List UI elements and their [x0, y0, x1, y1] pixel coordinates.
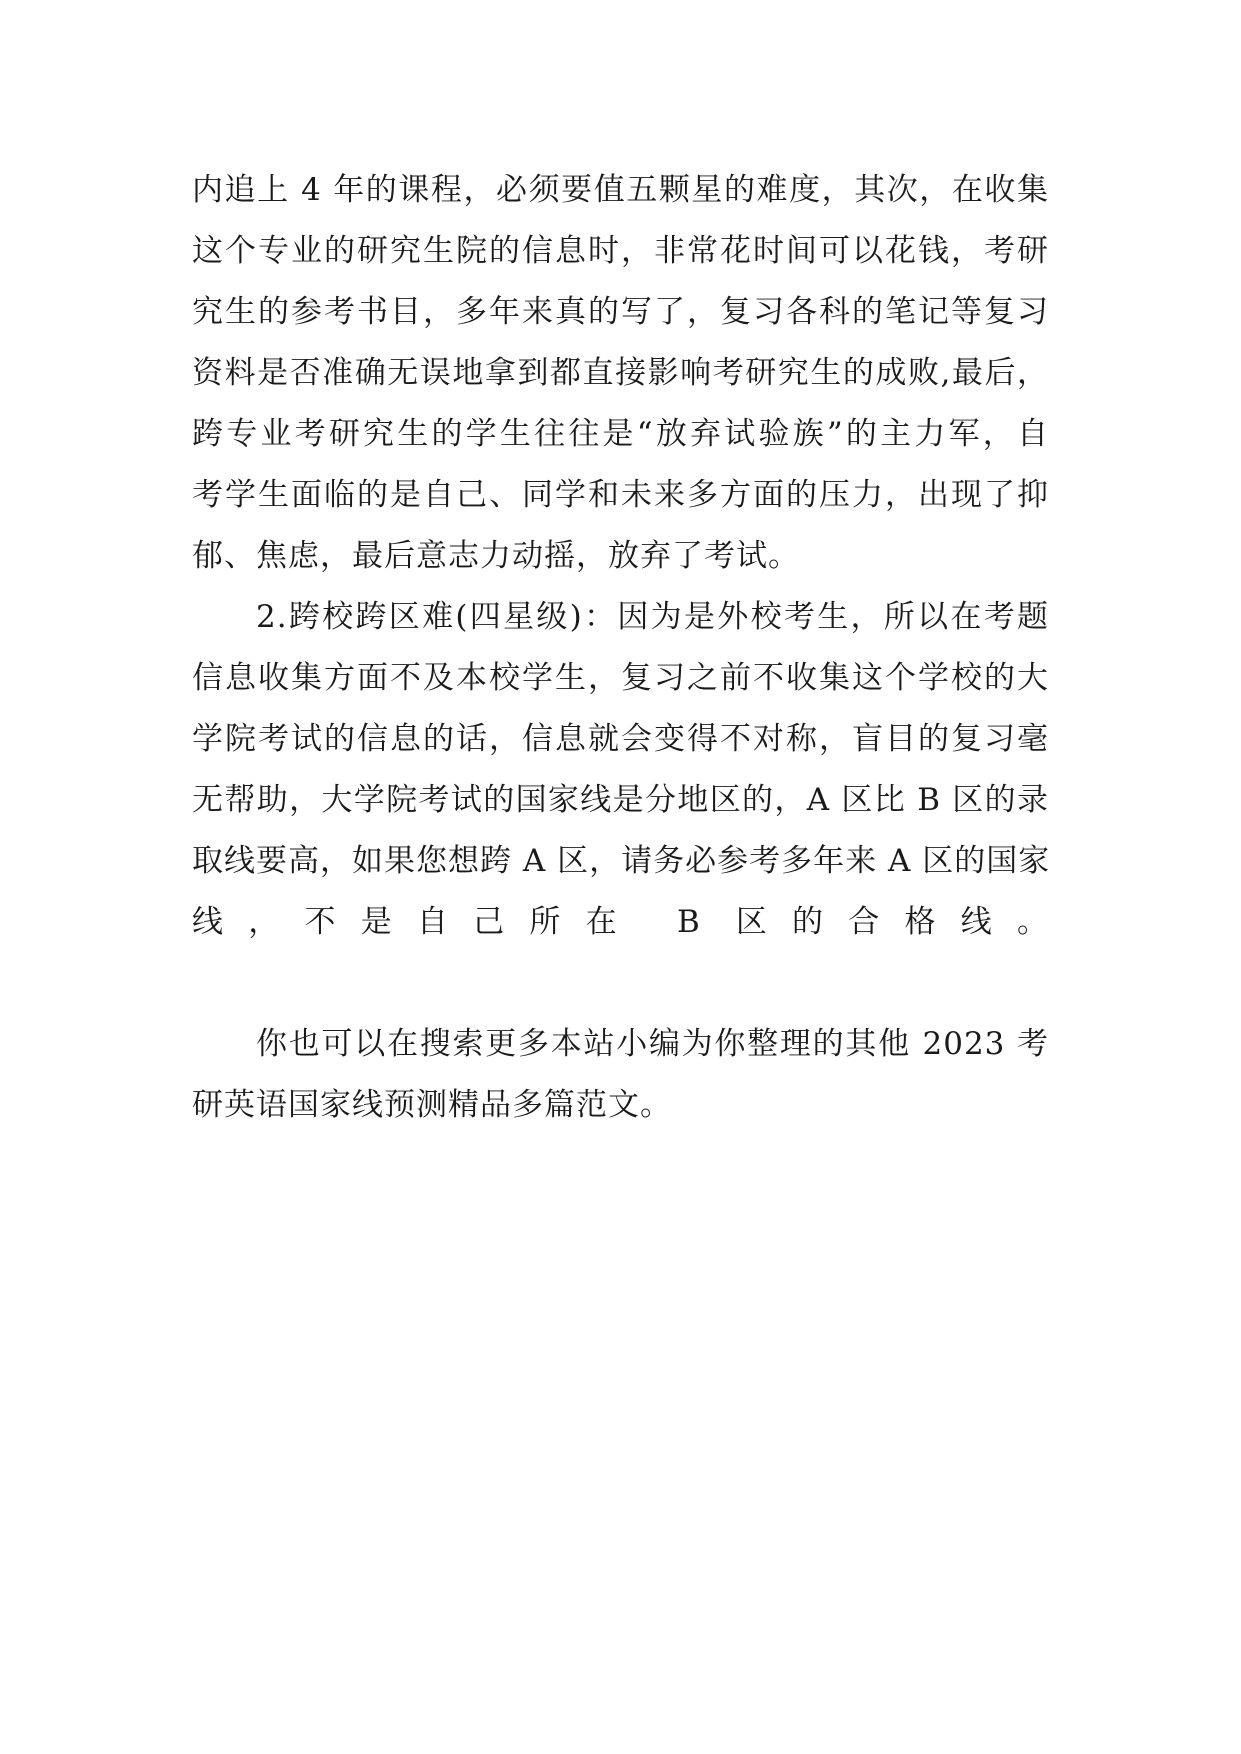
paragraph-line: 资料是否准确无误地拿到都直接影响考研究生的成败,最后， — [192, 355, 1049, 391]
paragraph-line: 你也可以在搜索更多本站小编为你整理的其他 2023 考 — [256, 1026, 1049, 1062]
paragraph-line: 学院考试的信息的话，信息就会变得不对称，盲目的复习毫 — [192, 721, 1049, 757]
paragraph-1 — [192, 160, 1049, 587]
paragraph-3 — [192, 1014, 1049, 1136]
paragraph-line: 郁、焦虑，最后意志力动摇，放弃了考试。 — [192, 538, 800, 574]
paragraph-line: 信息收集方面不及本校学生，复习之前不收集这个学校的大 — [192, 660, 1049, 696]
paragraph-line: 取线要高，如果您想跨 A 区，请务必参考多年来 A 区的国家 — [192, 843, 1051, 879]
paragraph-line: 这个专业的研究生院的信息时，非常花时间可以花钱，考研 — [192, 233, 1049, 269]
paragraph-line: 无帮助，大学院考试的国家线是分地区的，A 区比 B 区的录 — [192, 782, 1049, 818]
paragraph-line: 究生的参考书目，多年来真的写了，复习各科的笔记等复习 — [192, 294, 1049, 330]
paragraph-2 — [192, 587, 1049, 1014]
document-body — [192, 160, 1049, 1136]
paragraph-line: 跨专业考研究生的学生往往是“放弃试验族”的主力军，自 — [192, 416, 1049, 452]
paragraph-line: 研英语国家线预测精品多篇范文。 — [192, 1087, 672, 1123]
paragraph-line: 内追上 4 年的课程，必须要值五颗星的难度，其次，在收集 — [192, 172, 1049, 208]
paragraph-line: 考学生面临的是自己、同学和未来多方面的压力，出现了抑 — [192, 477, 1049, 513]
paragraph-line: 2.跨校跨区难(四星级)：因为是外校考生，所以在考题 — [256, 599, 1049, 635]
paragraph-line: 线，不是自己所在 B 区的合格线。 — [192, 904, 1049, 940]
paragraph-line — [192, 953, 1049, 1014]
